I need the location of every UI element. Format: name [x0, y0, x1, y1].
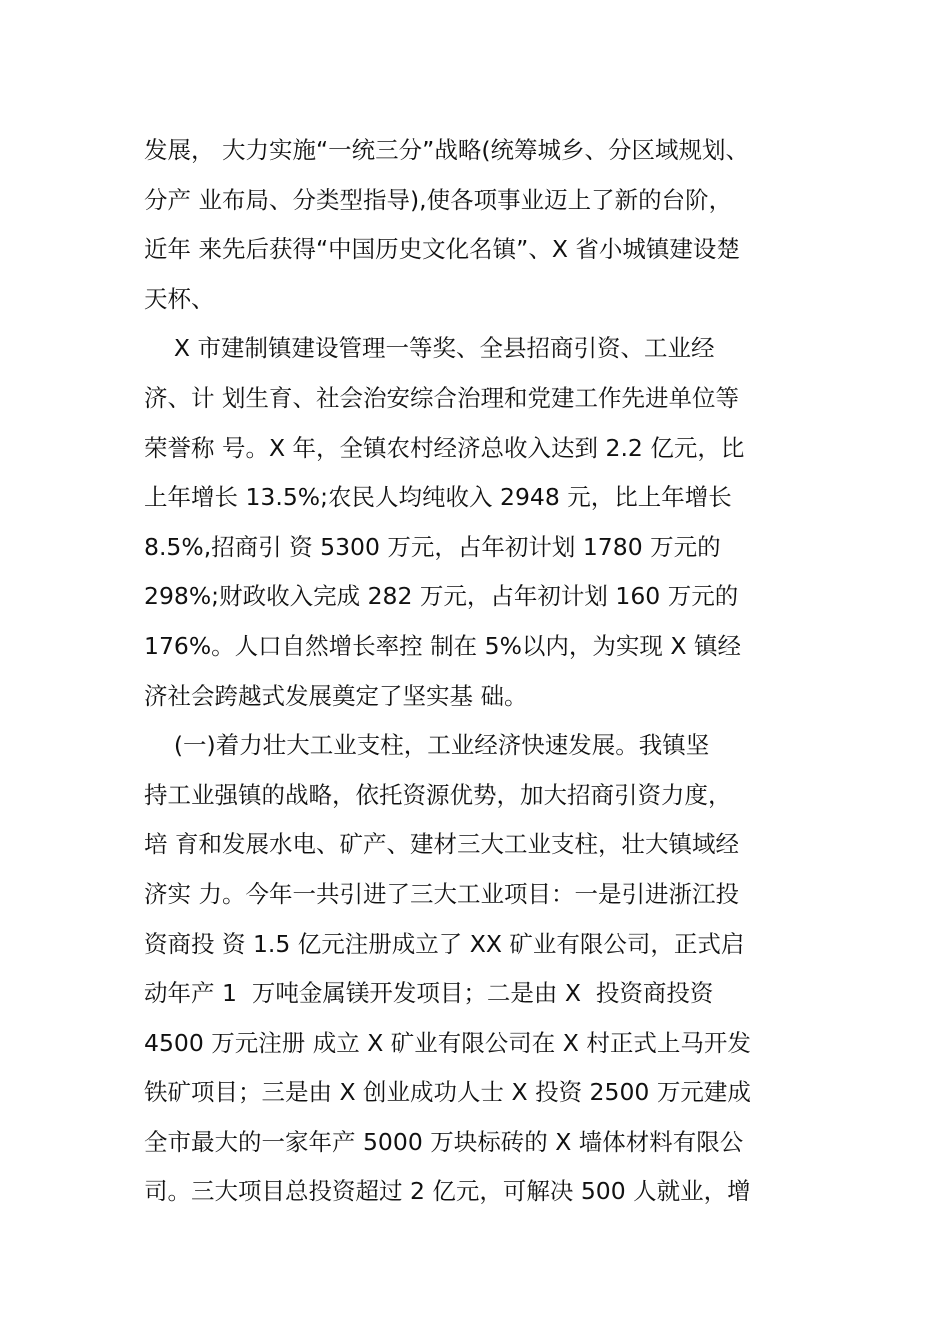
text-line-15: 培 育和发展水电、矿产、建材三大工业支柱，壮大镇域经 [144, 830, 739, 859]
text-line-12: 济社会跨越式发展奠定了坚实基 础。 [144, 681, 528, 710]
body-text [144, 126, 808, 1217]
text-line-22: 司。三大项目总投资超过 2 亿元，可解决 500 人就业，增 [144, 1177, 751, 1206]
text-line-2: 分产 业布局、分类型指导),使各项事业迈上了新的台阶， [144, 185, 733, 214]
text-line-3: 近年 来先后获得“中国历史文化名镇”、X 省小城镇建设楚 [144, 235, 740, 264]
text-line-17: 资商投 资 1.5 亿元注册成立了 XX 矿业有限公司，正式启 [144, 929, 745, 958]
text-line-21: 全市最大的一家年产 5000 万块标砖的 X 墙体材料有限公 [144, 1127, 744, 1156]
text-line-9: 8.5%,招商引 资 5300 万元，占年初计划 1780 万元的 [144, 532, 721, 561]
text-line-6: 济、计 划生育、社会治安综合治理和党建工作先进单位等 [144, 383, 739, 412]
text-line-5: X 市建制镇建设管理一等奖、全县招商引资、工业经 [144, 334, 715, 363]
text-line-13: (一)着力壮大工业支柱，工业经济快速发展。我镇坚 [144, 731, 710, 760]
text-line-7: 荣誉称 号。X 年，全镇农村经济总收入达到 2.2 亿元，比 [144, 433, 745, 462]
text-line-16: 济实 力。今年一共引进了三大工业项目：一是引进浙江投 [144, 879, 739, 908]
text-line-19: 4500 万元注册 成立 X 矿业有限公司在 X 村正式上马开发 [144, 1028, 751, 1057]
text-line-1: 发展， 大力实施“一统三分”战略(统筹城乡、分区域规划、 [144, 136, 749, 164]
text-line-8: 上年增长 13.5%;农民人均纯收入 2948 元，比上年增长 [144, 483, 732, 512]
text-line-11: 176%。人口自然增长率控 制在 5%以内，为实现 X 镇经 [144, 631, 741, 660]
text-line-14: 持工业强镇的战略，依托资源优势，加大招商引资力度， [144, 780, 732, 809]
text-line-20: 铁矿项目；三是由 X 创业成功人士 X 投资 2500 万元建成 [144, 1078, 751, 1107]
text-line-18: 动年产 1 万吨金属镁开发项目；二是由 X 投资商投资 [144, 979, 714, 1008]
text-line-10: 298%;财政收入完成 282 万元，占年初计划 160 万元的 [144, 582, 739, 611]
text-line-4: 天杯、 [144, 284, 215, 313]
